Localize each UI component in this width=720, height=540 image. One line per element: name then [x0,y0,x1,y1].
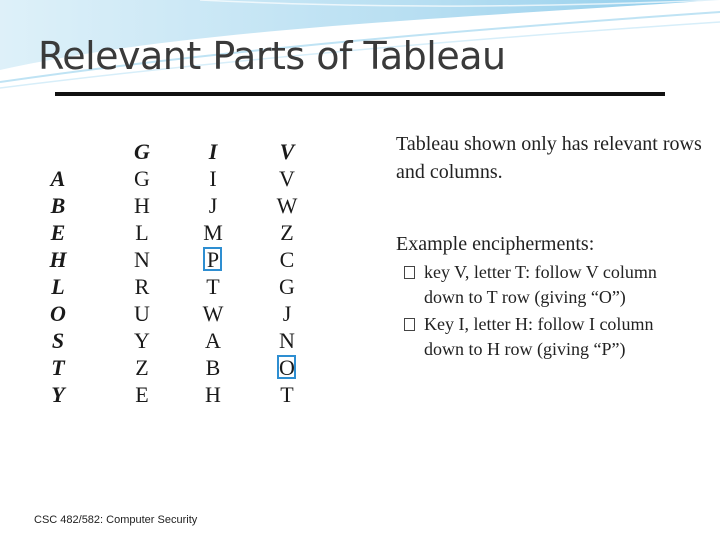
tableau-cell: J [282,301,292,326]
key-cell: S [51,328,65,353]
tableau-cell: T [206,274,220,299]
note-example-heading: Example encipherments: [396,233,595,255]
tableau-cell: L [135,220,149,245]
tableau-cell: T [280,382,294,407]
key-cell: B [50,193,66,218]
title-underline [55,92,665,96]
note-relevant-rows: Tableau shown only has relevant rows and columns. [396,133,702,183]
tableau-cell: G [134,166,150,191]
bullet-box-icon [404,266,415,279]
slide-footer: CSC 482/582: Computer Security [34,514,198,526]
tableau-cell: B [205,355,221,380]
key-cell: L [51,274,65,299]
tableau-cell: W [276,193,298,218]
highlighted-result-cell: P [193,246,233,273]
example-list [396,260,696,364]
tableau-cell: G [279,274,295,299]
tableau-key-column [38,165,78,408]
key-cell: E [50,220,66,245]
tableau-cell: M [203,220,223,245]
slide-title: Relevant Parts of Tableau [38,34,506,78]
column-header: V [279,139,295,164]
tableau-column-v [267,138,307,408]
bullet-box-icon [404,318,415,331]
tableau-column-g [122,138,162,408]
column-header: G [134,139,150,164]
tableau-column-i [193,138,233,408]
tableau-cell: A [205,328,221,353]
example-item [396,312,696,362]
tableau-cell: U [134,301,150,326]
tableau-cell: N [279,328,295,353]
key-cell: O [50,301,66,326]
highlighted-result-cell: O [267,354,307,381]
key-cell: H [49,247,67,272]
column-header: I [208,139,218,164]
tableau-cell: Z [280,220,294,245]
tableau-cell: R [134,274,150,299]
notes-panel [396,130,706,359]
tableau-cell: Z [135,355,149,380]
tableau-cell: E [135,382,149,407]
tableau-cell: I [209,166,217,191]
tableau-cell: W [202,301,224,326]
tableau-cell: V [279,166,295,191]
tableau-cell: H [134,193,150,218]
tableau-cell: C [279,247,295,272]
key-cell: A [50,166,66,191]
key-cell: Y [51,382,65,407]
tableau-cell: Y [134,328,150,353]
example-text: key V, letter T: follow V column down to T row (giving “O”) [424,262,657,307]
key-cell: T [51,355,65,380]
example-text: Key I, letter H: follow I column down to H row (giving “P”) [424,314,654,359]
tableau-cell: N [134,247,150,272]
example-item [396,260,696,310]
tableau-cell: H [205,382,221,407]
tableau-cell: J [208,193,218,218]
